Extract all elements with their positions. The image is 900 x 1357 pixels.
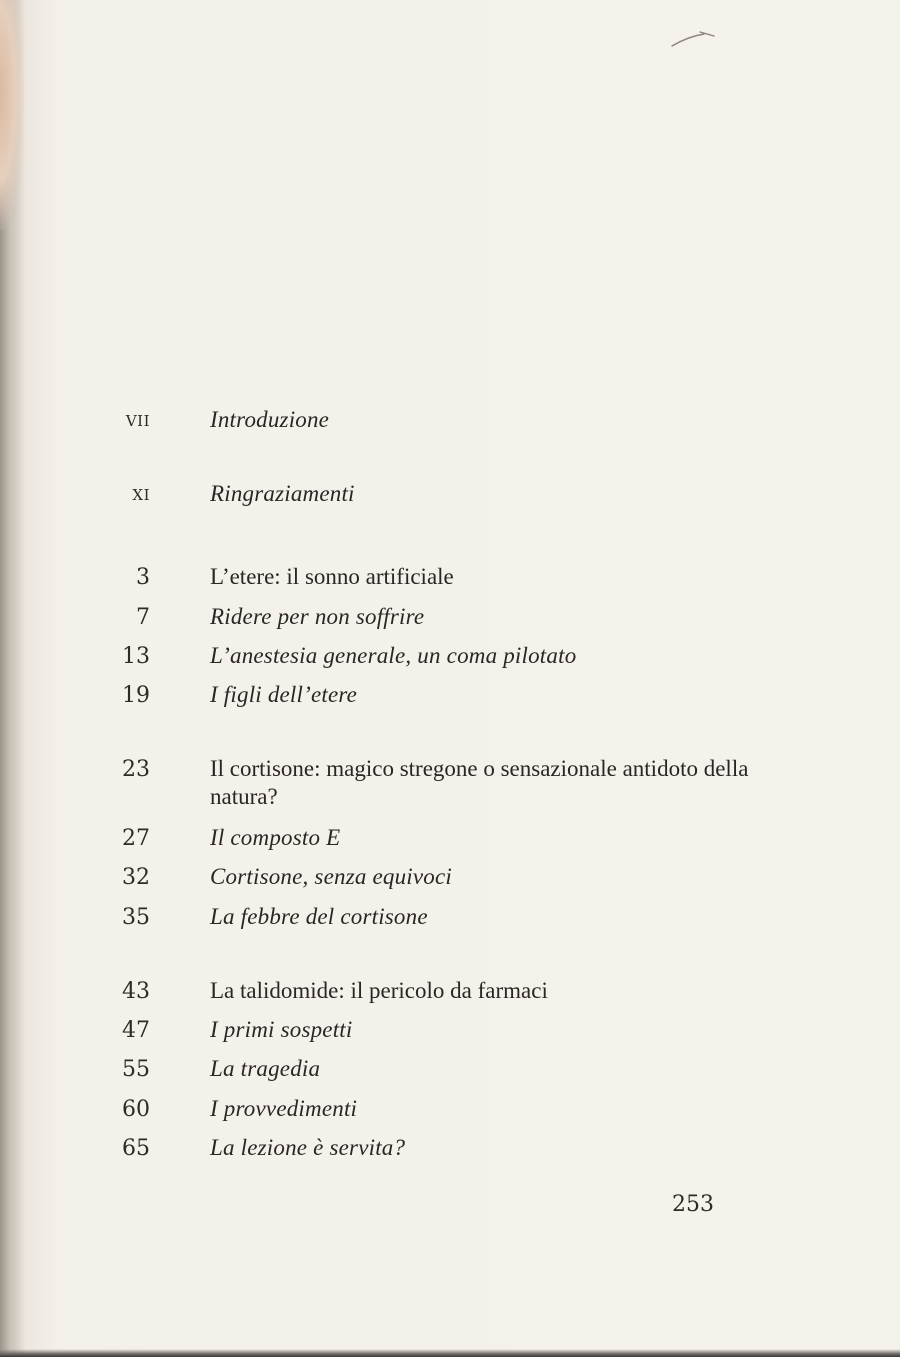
toc-page-number: XI — [132, 486, 150, 504]
toc-title: Il cortisone: magico stregone o sensazionale antidoto della natura? — [210, 756, 749, 809]
page-number: 253 — [672, 1192, 714, 1217]
thumb-shadow — [0, 0, 24, 230]
toc-page-number: 43 — [122, 979, 150, 1004]
toc-title: Ringraziamenti — [210, 481, 355, 506]
toc-title: Introduzione — [210, 407, 330, 432]
toc-page-number: 7 — [136, 605, 150, 630]
pencil-mark — [670, 28, 718, 50]
toc-title: I provvedimenti — [210, 1096, 358, 1121]
toc-page-number: 23 — [122, 757, 150, 782]
toc-title: Cortisone, senza equivoci — [210, 864, 452, 889]
page-bottom-edge — [0, 1349, 900, 1357]
toc-page-number: 47 — [122, 1018, 150, 1043]
toc-page-number: VII — [125, 412, 150, 430]
toc-page-number: 60 — [122, 1097, 150, 1122]
toc-page-number: 55 — [122, 1057, 150, 1082]
toc-title: I figli dell’etere — [210, 682, 358, 707]
toc-title: La febbre del cortisone — [210, 904, 428, 929]
toc-page-number: 65 — [122, 1136, 150, 1161]
toc-title: I primi sospetti — [210, 1017, 353, 1042]
toc-title: Il composto E — [210, 825, 341, 850]
toc-page-number: 19 — [122, 683, 150, 708]
toc-title: Ridere per non soffrire — [210, 604, 425, 629]
toc-title: L’etere: il sonno artificiale — [210, 564, 454, 589]
toc-title: L’anestesia generale, un coma pilotato — [210, 643, 577, 668]
toc-page-number: 27 — [122, 826, 150, 851]
toc-title: La tragedia — [210, 1056, 321, 1081]
toc-page-number: 35 — [122, 905, 150, 930]
toc-page-number: 32 — [122, 865, 150, 890]
toc-page-number: 3 — [136, 565, 150, 590]
toc-title: La talidomide: il pericolo da farmaci — [210, 978, 548, 1003]
toc-page-number: 13 — [122, 644, 150, 669]
toc-title: La lezione è servita? — [210, 1135, 406, 1160]
